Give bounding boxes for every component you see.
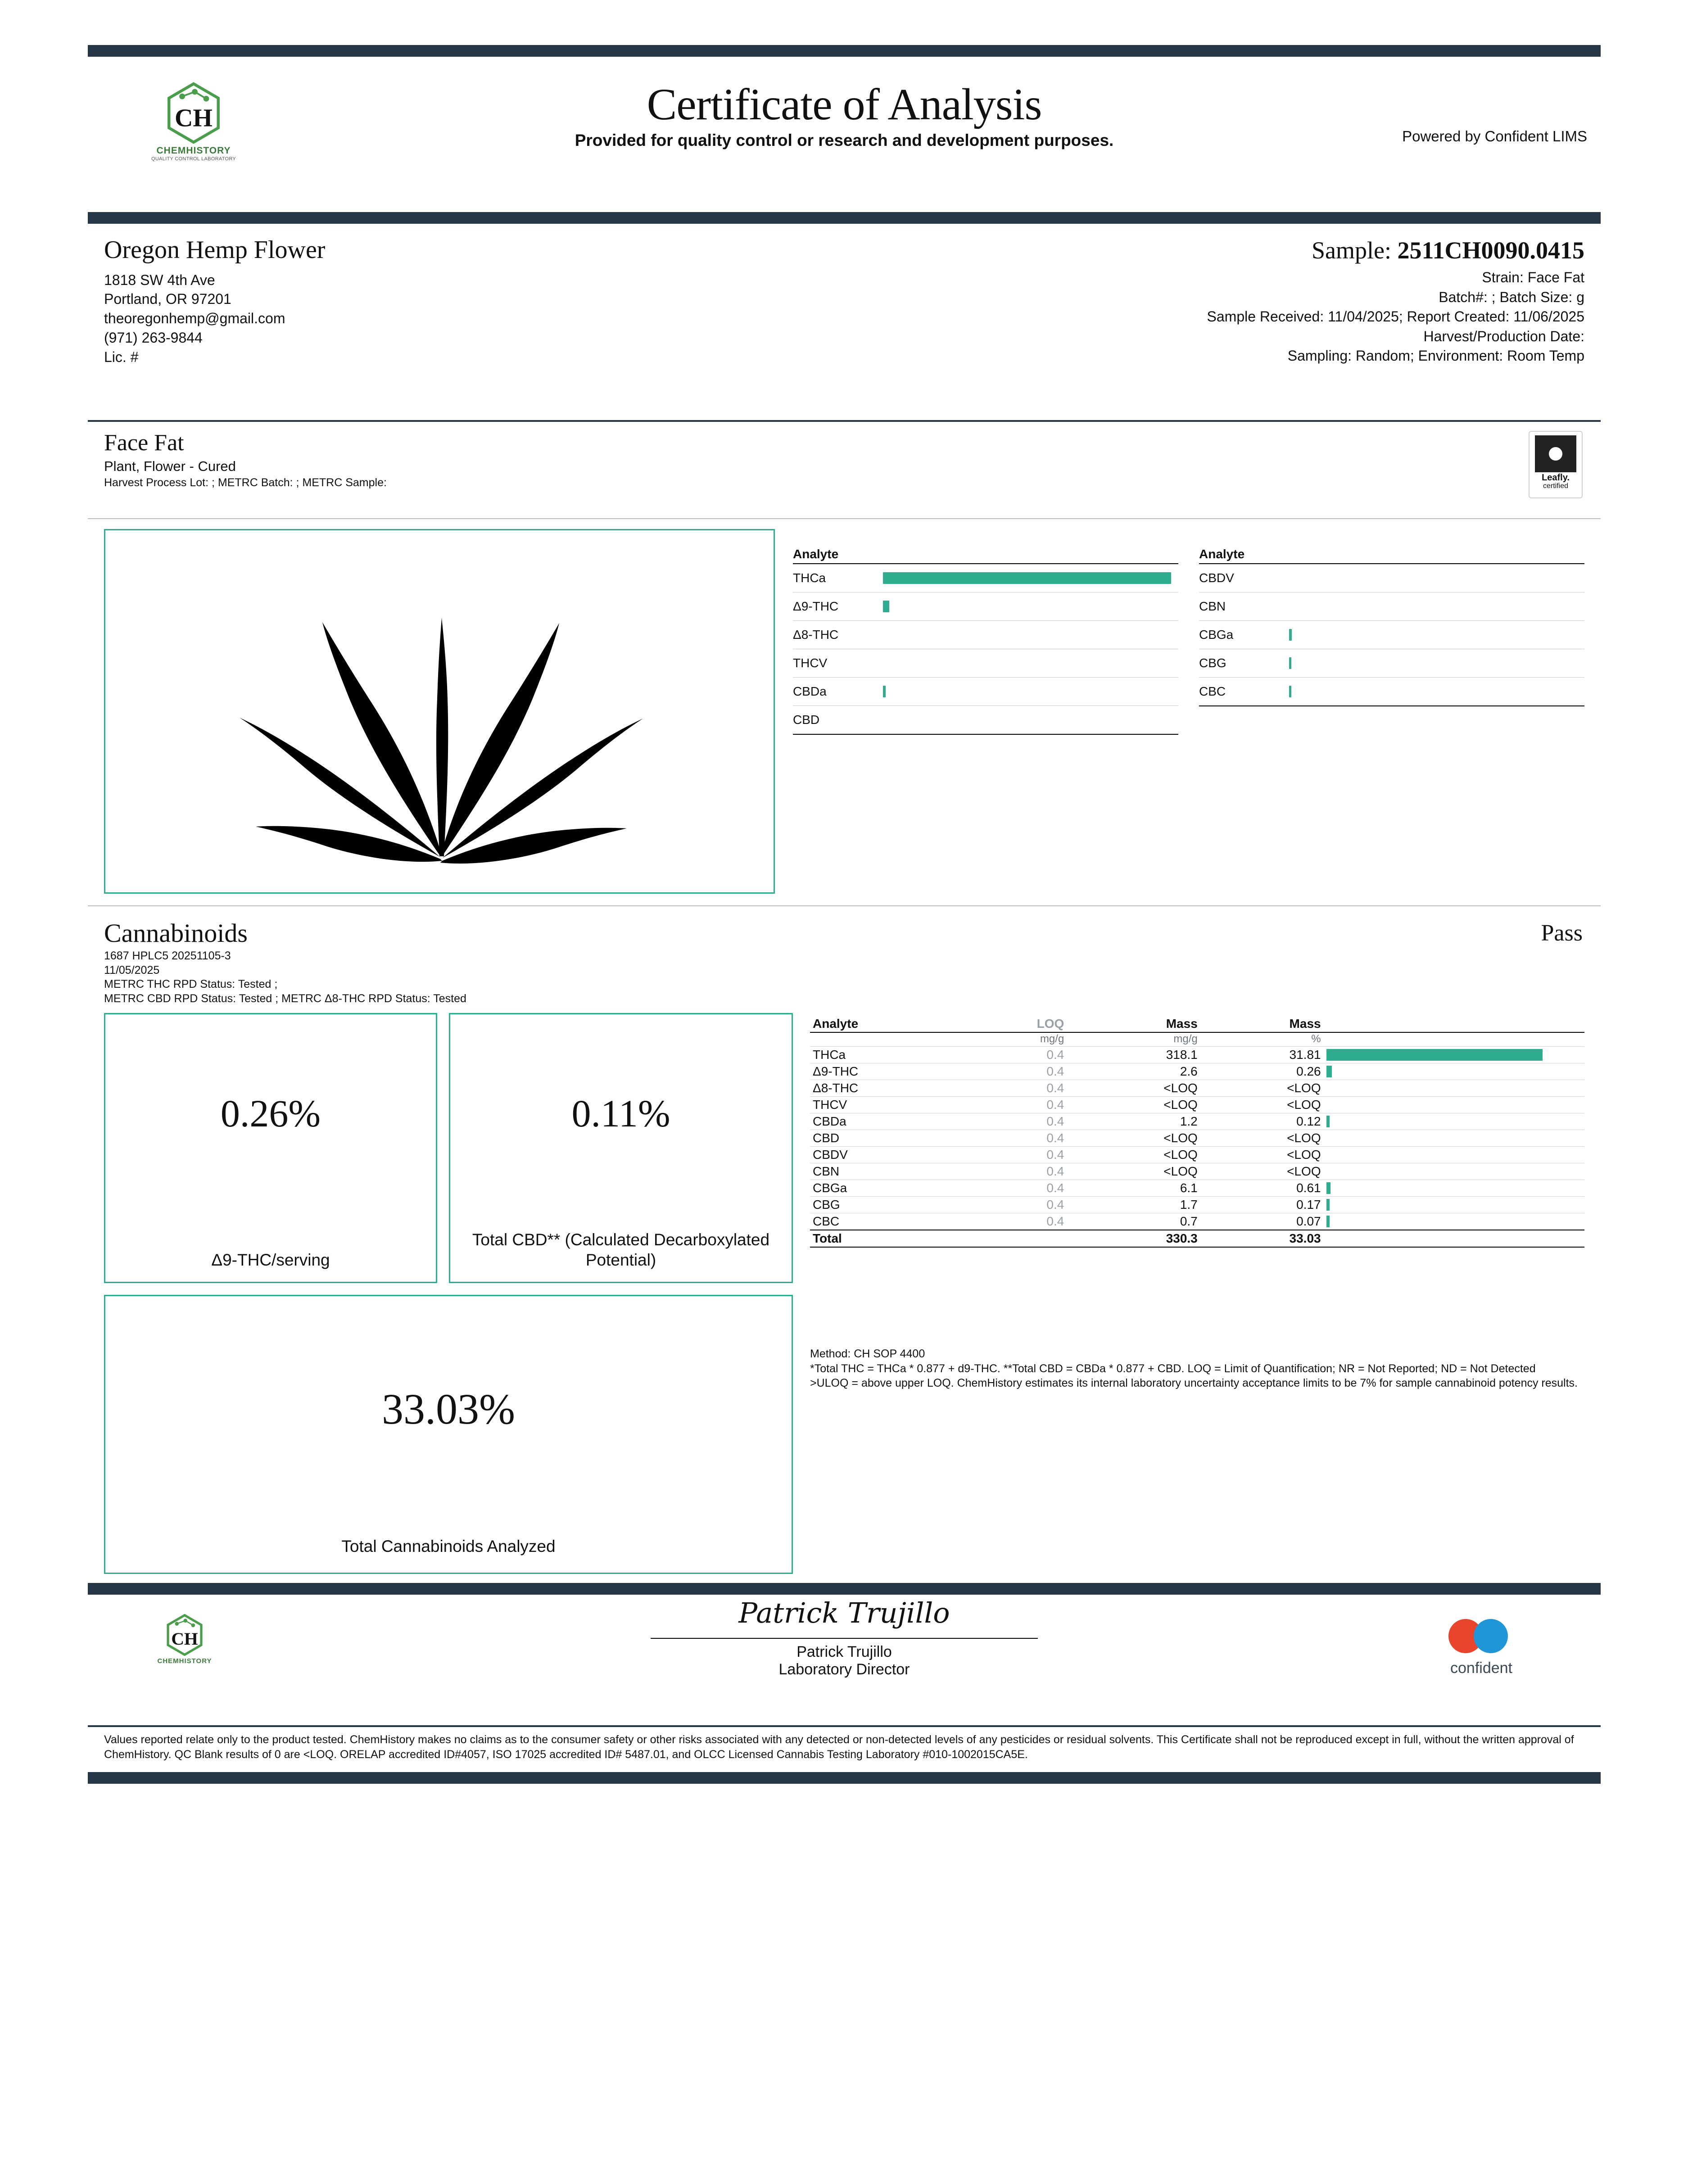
cell-loq: 0.4	[969, 1180, 1067, 1197]
table-row	[810, 1163, 1584, 1180]
cell-loq: 0.4	[969, 1063, 1067, 1080]
cell-mass-mg: 318.1	[1067, 1047, 1200, 1063]
col-analyte: Analyte	[810, 1016, 969, 1032]
client-address-line2: Portland, OR 97201	[104, 291, 231, 307]
confident-logo-name: confident	[1450, 1659, 1512, 1677]
page-subtitle: Provided for quality control or research and development purposes.	[575, 131, 1114, 149]
sample-strain: Strain: Face Fat	[1482, 269, 1584, 285]
document-header	[88, 57, 1601, 212]
mini-analyte-label: Δ8-THC	[793, 628, 839, 642]
cell-analyte: CBDV	[810, 1147, 969, 1163]
mini-row	[793, 649, 1178, 678]
cell-analyte: CBD	[810, 1130, 969, 1147]
sample-media-row	[88, 519, 1601, 905]
leafly-badge-line1: Leafly.	[1542, 473, 1570, 483]
cell-analyte: CBC	[810, 1213, 969, 1230]
cell-loq: 0.4	[969, 1163, 1067, 1180]
mini-left-header: Analyte	[793, 547, 1178, 564]
signature-block	[642, 1599, 1047, 1678]
client-name: Oregon Hemp Flower	[104, 236, 326, 264]
cannabinoids-meta-line2: 11/05/2025	[104, 963, 160, 977]
cell-bar	[1324, 1063, 1584, 1080]
kpi-thc-serving	[104, 1013, 437, 1283]
cell-mass-mg: <LOQ	[1067, 1130, 1200, 1147]
cell-bar	[1324, 1180, 1584, 1197]
cell-analyte: Δ9-THC	[810, 1063, 969, 1080]
table-row	[810, 1180, 1584, 1197]
signature-image: Patrick Trujillo	[738, 1599, 950, 1629]
mini-analyte-bar	[1289, 629, 1292, 641]
cell-bar	[1324, 1130, 1584, 1147]
cannabinoids-title: Cannabinoids	[104, 918, 248, 948]
cell-mass-mg: <LOQ	[1067, 1147, 1200, 1163]
cell-mass-pct: <LOQ	[1200, 1097, 1324, 1113]
sample-photo	[104, 529, 775, 894]
table-row	[810, 1130, 1584, 1147]
sample-summary	[1207, 236, 1584, 366]
mini-analyte-bar	[883, 686, 886, 697]
footer-chemhistory-logo	[142, 1614, 227, 1665]
confident-dots-icon	[1416, 1615, 1547, 1659]
cell-loq: 0.4	[969, 1080, 1067, 1097]
cell-mass-mg: <LOQ	[1067, 1080, 1200, 1097]
leafly-mark-icon	[1535, 435, 1576, 472]
mini-analyte-label: CBG	[1199, 656, 1226, 670]
table-total-row	[810, 1230, 1584, 1247]
table-row	[810, 1147, 1584, 1163]
leafly-certified-badge	[1529, 431, 1583, 498]
svg-text:CH: CH	[171, 1629, 198, 1649]
table-row	[810, 1197, 1584, 1213]
signer-role: Laboratory Director	[778, 1661, 910, 1678]
client-license: Lic. #	[104, 349, 139, 366]
cell-analyte: CBDa	[810, 1113, 969, 1130]
kpi-value: 33.03%	[382, 1385, 515, 1433]
coa-sheet	[88, 0, 1601, 2184]
kpi-caption: Δ9-THC/serving	[211, 1250, 330, 1269]
analyte-mini-right	[1199, 547, 1584, 894]
chemhistory-logo-name: CHEMHISTORY	[156, 145, 231, 156]
cell-bar	[1324, 1047, 1584, 1063]
cell-mass-pct: <LOQ	[1200, 1080, 1324, 1097]
table-units-row	[810, 1032, 1584, 1047]
mini-analyte-label: CBN	[1199, 599, 1226, 613]
mini-row	[793, 706, 1178, 735]
sample-batch: Batch#: ; Batch Size: g	[1439, 289, 1584, 305]
cell-bar	[1324, 1147, 1584, 1163]
method-line1: Method: CH SOP 4400	[810, 1347, 925, 1360]
cell-mass-mg: <LOQ	[1067, 1097, 1200, 1113]
cell-loq: 0.4	[969, 1197, 1067, 1213]
mini-analyte-label: CBDa	[793, 684, 827, 698]
sample-sampling: Sampling: Random; Environment: Room Temp	[1287, 348, 1584, 364]
analyte-mini-chart	[793, 529, 1584, 894]
cell-analyte: THCV	[810, 1097, 969, 1113]
kpi-caption: Total CBD** (Calculated Decarboxylated Potential)	[472, 1230, 770, 1269]
strain-name: Face Fat	[104, 430, 184, 456]
kpi-total-cannabinoids	[104, 1295, 793, 1574]
cell-total-mass-mg: 330.3	[1067, 1230, 1200, 1247]
cell-loq: 0.4	[969, 1047, 1067, 1063]
method-notes	[810, 1347, 1584, 1391]
table-row	[810, 1213, 1584, 1230]
cell-mass-pct: 0.07	[1200, 1213, 1324, 1230]
cell-bar	[1324, 1213, 1584, 1230]
leafly-badge-line2: certified	[1543, 482, 1569, 490]
cell-mass-pct: 0.17	[1200, 1197, 1324, 1213]
cell-mass-mg: 1.7	[1067, 1197, 1200, 1213]
mini-analyte-label: CBC	[1199, 684, 1226, 698]
mini-row	[793, 678, 1178, 706]
cell-loq: 0.4	[969, 1147, 1067, 1163]
client-address-line1: 1818 SW 4th Ave	[104, 271, 215, 288]
table-row	[810, 1080, 1584, 1097]
mini-analyte-label: CBD	[793, 713, 820, 727]
kpi-total-cbd	[449, 1013, 793, 1283]
table-header-row	[810, 1016, 1584, 1032]
mini-analyte-label: CBDV	[1199, 571, 1234, 585]
cell-mass-pct: <LOQ	[1200, 1130, 1324, 1147]
unit-mass-mg: mg/g	[1067, 1032, 1200, 1047]
mini-row	[793, 621, 1178, 649]
analyte-mini-left	[793, 547, 1178, 894]
cell-loq: 0.4	[969, 1213, 1067, 1230]
footer-rule-top	[88, 1583, 1601, 1595]
mini-row	[1199, 592, 1584, 621]
cannabinoid-results-table	[810, 1016, 1584, 1248]
strain-band	[88, 422, 1601, 518]
cell-mass-mg: 0.7	[1067, 1213, 1200, 1230]
cannabis-leaf-icon	[192, 586, 687, 865]
cell-mass-pct: <LOQ	[1200, 1147, 1324, 1163]
method-line2: *Total THC = THCa * 0.877 + d9-THC. **Total CBD = CBDa * 0.877 + CBD. LOQ = Limit of Quantification; NR = Not Reported; ND = Not Detected	[810, 1362, 1536, 1375]
table-row	[810, 1113, 1584, 1130]
mini-analyte-bar	[883, 601, 889, 612]
sample-harvest-date: Harvest/Production Date:	[1423, 328, 1584, 344]
client-phone: (971) 263-9844	[104, 330, 203, 346]
cell-analyte: CBG	[810, 1197, 969, 1213]
footer-logo-name: CHEMHISTORY	[157, 1657, 212, 1665]
cell-bar	[1324, 1097, 1584, 1113]
cell-bar	[1324, 1163, 1584, 1180]
cell-loq: 0.4	[969, 1130, 1067, 1147]
page-title: Certificate of Analysis	[647, 79, 1042, 129]
chemhistory-hex-icon	[165, 1614, 204, 1656]
top-rule	[88, 45, 1601, 57]
mini-analyte-bar	[1289, 657, 1291, 669]
kpi-value: 0.26%	[220, 1092, 321, 1135]
signer-name: Patrick Trujillo	[796, 1643, 892, 1660]
document-footer	[88, 1595, 1601, 1725]
cell-bar	[1324, 1113, 1584, 1130]
unit-mass-pct: %	[1200, 1032, 1324, 1047]
mini-analyte-bar	[1289, 686, 1291, 697]
mini-row	[793, 564, 1178, 592]
powered-by-label: Powered by Confident LIMS	[1402, 128, 1587, 145]
mini-analyte-label: Δ9-THC	[793, 599, 839, 613]
legal-disclaimer: Values reported relate only to the product tested. ChemHistory makes no claims as to the consumer safety or other risks associated with any detected or non-detected levels of any pesticides or residual solvents. This Certificate shall not be reproduced except in full, without the written approval of ChemHistory. QC Blank results of 0 are <LOQ. ORELAP accredited ID#4057, ISO 17025 accredited ID# 5487.01, and OLCC Licensed Cannabis Testing Laboratory #010-1002015CA5E.	[104, 1733, 1574, 1761]
mini-row	[1199, 621, 1584, 649]
client-sample-block	[88, 224, 1601, 420]
cannabinoids-section	[88, 906, 1601, 1583]
cell-loq: 0.4	[969, 1097, 1067, 1113]
col-mass-pct: Mass	[1200, 1016, 1324, 1032]
chemhistory-logo-tagline: QUALITY CONTROL LABORATORY	[151, 156, 236, 162]
sample-id: 2511CH0090.0415	[1397, 237, 1584, 264]
sample-label: Sample:	[1311, 237, 1398, 264]
mini-row	[1199, 678, 1584, 706]
results-column	[810, 1013, 1584, 1574]
table-row	[810, 1063, 1584, 1080]
mini-analyte-label: THCV	[793, 656, 828, 670]
col-loq: LOQ	[969, 1016, 1067, 1032]
client-email: theoregonhemp@gmail.com	[104, 310, 285, 327]
mini-analyte-bar	[883, 572, 1171, 584]
cell-bar	[1324, 1080, 1584, 1097]
status-badge: Pass	[1541, 920, 1583, 946]
cell-analyte: Δ8-THC	[810, 1080, 969, 1097]
cell-bar	[1324, 1197, 1584, 1213]
cell-analyte: CBGa	[810, 1180, 969, 1197]
table-row	[810, 1047, 1584, 1063]
kpi-value: 0.11%	[571, 1092, 670, 1135]
cell-analyte: CBN	[810, 1163, 969, 1180]
cell-loq: 0.4	[969, 1113, 1067, 1130]
svg-text:CH: CH	[175, 104, 213, 132]
cell-mass-mg: <LOQ	[1067, 1163, 1200, 1180]
cell-mass-pct: 0.12	[1200, 1113, 1324, 1130]
cannabinoids-meta-line3: METRC THC RPD Status: Tested ;	[104, 978, 278, 990]
cell-total-loq	[969, 1230, 1067, 1247]
unit-loq: mg/g	[969, 1032, 1067, 1047]
cell-mass-mg: 1.2	[1067, 1113, 1200, 1130]
mini-row	[793, 592, 1178, 621]
cell-total-mass-pct: 33.03	[1200, 1230, 1324, 1247]
cell-mass-pct: 0.61	[1200, 1180, 1324, 1197]
mini-analyte-label: THCa	[793, 571, 826, 585]
sample-received: Sample Received: 11/04/2025; Report Created: 11/06/2025	[1207, 308, 1584, 325]
unit-analyte	[810, 1032, 969, 1047]
cell-mass-pct: <LOQ	[1200, 1163, 1324, 1180]
mini-row	[1199, 564, 1584, 592]
strain-type: Plant, Flower - Cured	[104, 458, 236, 474]
confident-logo	[1416, 1615, 1547, 1677]
cell-mass-pct: 31.81	[1200, 1047, 1324, 1063]
cell-total-label: Total	[810, 1230, 969, 1247]
kpi-column	[104, 1013, 793, 1574]
cell-analyte: THCa	[810, 1047, 969, 1063]
cell-mass-pct: 0.26	[1200, 1063, 1324, 1080]
strain-lot: Harvest Process Lot: ; METRC Batch: ; METRC Sample:	[104, 476, 387, 489]
mini-analyte-label: CBGa	[1199, 628, 1234, 642]
signature-line	[651, 1638, 1038, 1639]
kpi-caption: Total Cannabinoids Analyzed	[341, 1537, 556, 1555]
bottom-rule	[88, 1772, 1601, 1784]
header-rule	[88, 212, 1601, 224]
cell-mass-mg: 2.6	[1067, 1063, 1200, 1080]
col-mass-mg: Mass	[1067, 1016, 1200, 1032]
cannabinoids-meta-line1: 1687 HPLC5 20251105-3	[104, 950, 231, 962]
cell-mass-mg: 6.1	[1067, 1180, 1200, 1197]
method-line3: >ULOQ = above upper LOQ. ChemHistory estimates its internal laboratory uncertainty acceptance limits to be 7% for sample cannabinoid potency results.	[810, 1377, 1578, 1389]
table-row	[810, 1097, 1584, 1113]
mini-row	[1199, 649, 1584, 678]
cannabinoids-meta-line4: METRC CBD RPD Status: Tested ; METRC Δ8-THC RPD Status: Tested	[104, 992, 466, 1005]
mini-right-header: Analyte	[1199, 547, 1584, 564]
